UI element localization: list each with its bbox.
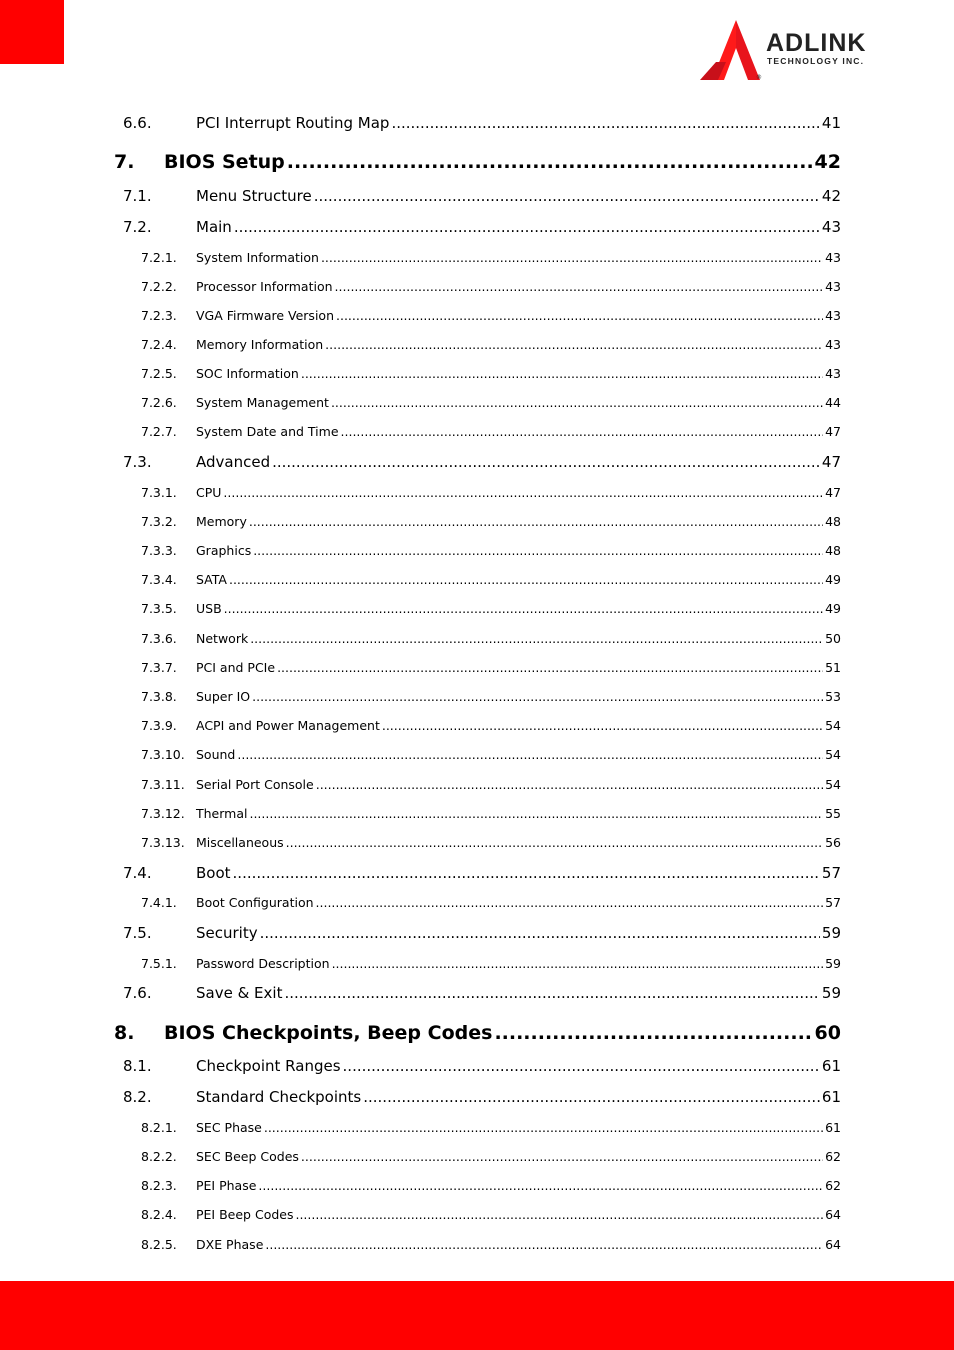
dot-leader: [382, 718, 823, 733]
toc-entry-title-line: [196, 485, 841, 500]
registered-mark: ®: [756, 74, 762, 81]
dot-leader: [331, 395, 823, 410]
toc-entry-page: 53: [825, 689, 841, 704]
toc-entry-title-line: [196, 250, 841, 265]
toc-entry[interactable]: [0, 956, 954, 974]
dot-leader: [287, 151, 813, 173]
toc-entry-number: 8.2.3.: [141, 1178, 177, 1193]
toc-entry-number: 7.5.1.: [141, 956, 177, 971]
toc-entry[interactable]: [0, 1237, 954, 1255]
dot-leader: [249, 514, 823, 529]
toc-entry-number: 8.2.5.: [141, 1237, 177, 1252]
toc-entry[interactable]: [0, 1207, 954, 1225]
toc-entry-page: 62: [825, 1149, 841, 1164]
toc-entry-title-line: [196, 660, 841, 675]
toc-entry-number: 7.2.4.: [141, 337, 177, 352]
toc-entry-title-line: [196, 718, 841, 733]
toc-entry-title-line: [196, 956, 841, 971]
toc-entry-title-line: [196, 337, 841, 352]
toc-entry-number: 7.3.8.: [141, 689, 177, 704]
toc-entry-title: Standard Checkpoints: [196, 1088, 362, 1106]
toc-entry-title: Graphics: [196, 543, 252, 558]
toc-entry-title: Checkpoint Ranges: [196, 1057, 341, 1075]
toc-entry-number: 7.3.1.: [141, 485, 177, 500]
toc-entry[interactable]: [0, 718, 954, 736]
toc-entry-number: 7.3.10.: [141, 747, 185, 762]
toc-entry-page: 43: [825, 337, 841, 352]
toc-entry-number: 7.2.5.: [141, 366, 177, 381]
toc-entry-page: 59: [825, 956, 841, 971]
toc-entry-title: BIOS Setup: [164, 151, 285, 173]
toc-entry-title-line: [196, 1207, 841, 1222]
toc-entry-title-line: [196, 1178, 841, 1193]
toc-entry-title-line: [196, 572, 841, 587]
toc-entry-title-line: [196, 1149, 841, 1164]
toc-entry[interactable]: [0, 1088, 954, 1110]
toc-entry-number: 7.3.6.: [141, 631, 177, 646]
toc-entry-page: 62: [825, 1178, 841, 1193]
toc-entry[interactable]: [0, 689, 954, 707]
toc-entry[interactable]: [0, 514, 954, 532]
toc-entry-number: 7.1.: [123, 187, 152, 205]
toc-entry[interactable]: [0, 279, 954, 297]
toc-entry-title-line: [196, 689, 841, 704]
toc-entry-number: 7.3.2.: [141, 514, 177, 529]
toc-entry-title: PEI Phase: [196, 1178, 257, 1193]
toc-entry[interactable]: [0, 308, 954, 326]
toc-entry-page: 59: [821, 924, 841, 942]
toc-entry[interactable]: [0, 572, 954, 590]
toc-entry[interactable]: [0, 485, 954, 503]
toc-entry-title-line: [196, 395, 841, 410]
toc-entry-title: Save & Exit: [196, 984, 283, 1002]
toc-entry-title: BIOS Checkpoints, Beep Codes: [164, 1022, 493, 1044]
toc-entry-title: ACPI and Power Management: [196, 718, 380, 733]
toc-entry[interactable]: [0, 114, 954, 136]
dot-leader: [301, 366, 823, 381]
toc-entry-title-line: [196, 1057, 841, 1075]
toc-entry-number: 7.6.: [123, 984, 152, 1002]
toc-entry-title: DXE Phase: [196, 1237, 264, 1252]
toc-entry-page: 43: [825, 366, 841, 381]
toc-entry[interactable]: [0, 453, 954, 475]
toc-entry-page: 59: [821, 984, 841, 1002]
toc-entry-page: 48: [825, 514, 841, 529]
toc-entry-page: 42: [814, 151, 841, 173]
toc-entry-title: Processor Information: [196, 279, 333, 294]
toc-entry[interactable]: [0, 151, 954, 177]
toc-entry-page: 61: [821, 1088, 841, 1106]
toc-entry-title-line: [196, 453, 841, 471]
toc-entry-page: 49: [825, 572, 841, 587]
toc-entry-title: SOC Information: [196, 366, 299, 381]
toc-entry-number: 7.3.5.: [141, 601, 177, 616]
toc-entry-number: 7.3.3.: [141, 543, 177, 558]
toc-entry-title-line: [164, 151, 841, 173]
dot-leader: [252, 689, 823, 704]
toc-entry-title: Boot Configuration: [196, 895, 314, 910]
toc-entry-page: 55: [825, 806, 841, 821]
toc-entry-title: Main: [196, 218, 232, 236]
toc-entry[interactable]: [0, 1057, 954, 1079]
toc-entry-number: 7.2.3.: [141, 308, 177, 323]
toc-entry-number: 8.2.2.: [141, 1149, 177, 1164]
dot-leader: [234, 218, 820, 236]
toc-entry-title-line: [196, 308, 841, 323]
dot-leader: [363, 1088, 820, 1106]
toc-entry-title: Super IO: [196, 689, 251, 704]
dot-leader: [301, 1149, 823, 1164]
toc-entry-title: Advanced: [196, 453, 271, 471]
dot-leader: [332, 956, 824, 971]
toc-entry-title: Miscellaneous: [196, 835, 284, 850]
toc-entry-page: 56: [825, 835, 841, 850]
toc-entry-title: SATA: [196, 572, 227, 587]
toc-entry-title: SEC Phase: [196, 1120, 262, 1135]
toc-entry-page: 64: [825, 1207, 841, 1222]
toc-entry-title-line: [196, 279, 841, 294]
dot-leader: [316, 895, 824, 910]
dot-leader: [494, 1022, 812, 1044]
toc-entry-title-line: [196, 747, 841, 762]
dot-leader: [277, 660, 823, 675]
dot-leader: [343, 1057, 820, 1075]
toc-entry-title: Menu Structure: [196, 187, 312, 205]
toc-entry-title-line: [196, 806, 841, 821]
toc-entry-page: 57: [825, 895, 841, 910]
toc-entry-number: 7.4.: [123, 864, 152, 882]
toc-entry-number: 7.3.13.: [141, 835, 185, 850]
toc-entry-title-line: [196, 601, 841, 616]
toc-entry-number: 7.: [114, 151, 135, 173]
toc-entry-title-line: [196, 424, 841, 439]
toc-entry-number: 8.2.4.: [141, 1207, 177, 1222]
toc-entry[interactable]: [0, 543, 954, 561]
toc-entry-page: 48: [825, 543, 841, 558]
toc-entry-title: Memory: [196, 514, 247, 529]
dot-leader: [286, 835, 823, 850]
dot-leader: [250, 631, 823, 646]
dot-leader: [264, 1120, 823, 1135]
dot-leader: [265, 1237, 823, 1252]
toc-entry-number: 7.3.9.: [141, 718, 177, 733]
toc-entry-title-line: [196, 366, 841, 381]
toc-entry[interactable]: [0, 631, 954, 649]
toc-entry-page: 54: [825, 777, 841, 792]
toc-entry-title-line: [196, 1120, 841, 1135]
toc-entry[interactable]: [0, 984, 954, 1006]
dot-leader: [335, 279, 824, 294]
toc-entry-number: 7.2.1.: [141, 250, 177, 265]
toc-entry[interactable]: [0, 895, 954, 913]
dot-leader: [321, 250, 823, 265]
toc-entry-title-line: [196, 864, 841, 882]
toc-entry-title: Boot: [196, 864, 231, 882]
toc-entry-page: 43: [825, 279, 841, 294]
toc-entry-number: 7.4.1.: [141, 895, 177, 910]
toc-entry-title-line: [196, 1237, 841, 1252]
toc-entry-number: 8.: [114, 1022, 135, 1044]
dot-leader: [284, 984, 819, 1002]
toc-entry-number: 8.1.: [123, 1057, 152, 1075]
toc-entry-number: 8.2.: [123, 1088, 152, 1106]
toc-entry[interactable]: [0, 395, 954, 413]
toc-entry-number: 7.3.7.: [141, 660, 177, 675]
toc-entry[interactable]: [0, 218, 954, 240]
toc-entry-number: 7.3.: [123, 453, 152, 471]
toc-entry-number: 7.5.: [123, 924, 152, 942]
brand-tagline: TECHNOLOGY INC.: [767, 56, 865, 66]
toc-entry-title-line: [164, 1022, 841, 1044]
dot-leader: [314, 187, 820, 205]
toc-entry[interactable]: [0, 806, 954, 824]
dot-leader: [249, 806, 823, 821]
toc-entry-title: PCI and PCIe: [196, 660, 276, 675]
toc-entry-page: 43: [825, 250, 841, 265]
toc-entry-title: Serial Port Console: [196, 777, 314, 792]
toc-entry-page: 50: [825, 631, 841, 646]
toc-entry[interactable]: [0, 601, 954, 619]
toc-entry-title-line: [196, 187, 841, 205]
toc-entry[interactable]: [0, 777, 954, 795]
toc-entry-page: 41: [821, 114, 841, 132]
toc-entry-page: 47: [825, 485, 841, 500]
toc-entry-title: Security: [196, 924, 258, 942]
dot-leader: [229, 572, 823, 587]
dot-leader: [316, 777, 823, 792]
toc-entry-number: 8.2.1.: [141, 1120, 177, 1135]
dot-leader: [237, 747, 823, 762]
toc-entry-title: CPU: [196, 485, 222, 500]
toc-entry-title: System Information: [196, 250, 319, 265]
brand-name: ADLINK: [766, 29, 867, 57]
toc-entry-page: 61: [821, 1057, 841, 1075]
toc-entry-number: 6.6.: [123, 114, 152, 132]
toc-entry-title-line: [196, 924, 841, 942]
toc-entry-page: 60: [814, 1022, 841, 1044]
toc-entry-page: 49: [825, 601, 841, 616]
toc-entry[interactable]: [0, 864, 954, 886]
dot-leader: [258, 1178, 823, 1193]
dot-leader: [272, 453, 820, 471]
toc-entry-title: PEI Beep Codes: [196, 1207, 294, 1222]
toc-entry[interactable]: [0, 337, 954, 355]
toc-entry-number: 7.3.12.: [141, 806, 185, 821]
dot-leader: [341, 424, 824, 439]
toc-entry-page: 44: [825, 395, 841, 410]
dot-leader: [233, 864, 820, 882]
toc-entry-title-line: [196, 114, 841, 132]
toc-entry-number: 7.2.2.: [141, 279, 177, 294]
toc-entry-title: PCI Interrupt Routing Map: [196, 114, 390, 132]
toc-entry-page: 42: [821, 187, 841, 205]
toc-entry[interactable]: [0, 1120, 954, 1138]
toc-entry-page: 57: [821, 864, 841, 882]
toc-entry-page: 54: [825, 747, 841, 762]
dot-leader: [295, 1207, 823, 1222]
toc-entry[interactable]: [0, 187, 954, 209]
toc-entry-number: 7.2.7.: [141, 424, 177, 439]
dot-leader: [260, 924, 820, 942]
toc-entry-page: 54: [825, 718, 841, 733]
toc-entry[interactable]: [0, 1149, 954, 1167]
toc-entry-page: 64: [825, 1237, 841, 1252]
toc-entry-title-line: [196, 984, 841, 1002]
toc-entry-number: 7.2.: [123, 218, 152, 236]
toc-entry-page: 43: [821, 218, 841, 236]
toc-entry[interactable]: [0, 835, 954, 853]
toc-entry-title-line: [196, 218, 841, 236]
toc-entry-title: Network: [196, 631, 249, 646]
dot-leader: [253, 543, 823, 558]
toc-entry-page: 43: [825, 308, 841, 323]
toc-entry-title-line: [196, 1088, 841, 1106]
toc-entry-number: 7.2.6.: [141, 395, 177, 410]
toc-entry-page: 47: [825, 424, 841, 439]
toc-entry[interactable]: [0, 250, 954, 268]
toc-entry[interactable]: [0, 1178, 954, 1196]
dot-leader: [223, 485, 823, 500]
toc-entry-title-line: [196, 543, 841, 558]
toc-entry-title-line: [196, 835, 841, 850]
toc-entry-title-line: [196, 631, 841, 646]
toc-entry-title: USB: [196, 601, 222, 616]
toc-entry-title-line: [196, 895, 841, 910]
toc-entry[interactable]: [0, 924, 954, 946]
dot-leader: [336, 308, 823, 323]
toc-entry-title: Memory Information: [196, 337, 324, 352]
toc-entry-title: VGA Firmware Version: [196, 308, 334, 323]
dot-leader: [224, 601, 823, 616]
toc-entry[interactable]: [0, 366, 954, 384]
toc-entry[interactable]: [0, 1022, 954, 1048]
toc-entry-title-line: [196, 514, 841, 529]
toc-entry-number: 7.3.11.: [141, 777, 185, 792]
toc-entry-title: SEC Beep Codes: [196, 1149, 299, 1164]
toc-entry-title: Password Description: [196, 956, 330, 971]
toc-entry[interactable]: [0, 660, 954, 678]
dot-leader: [391, 114, 819, 132]
toc-entry-page: 47: [821, 453, 841, 471]
toc-entry-title-line: [196, 777, 841, 792]
toc-entry-title: Sound: [196, 747, 236, 762]
toc-entry-number: 7.3.4.: [141, 572, 177, 587]
toc-entry[interactable]: [0, 747, 954, 765]
toc-entry-title: Thermal: [196, 806, 248, 821]
toc-entry-page: 61: [825, 1120, 841, 1135]
toc-entry[interactable]: [0, 424, 954, 442]
toc-entry-title: System Management: [196, 395, 329, 410]
toc-entry-page: 51: [825, 660, 841, 675]
red-footer-bar: [0, 1281, 954, 1350]
dot-leader: [325, 337, 823, 352]
toc-entry-title: System Date and Time: [196, 424, 339, 439]
